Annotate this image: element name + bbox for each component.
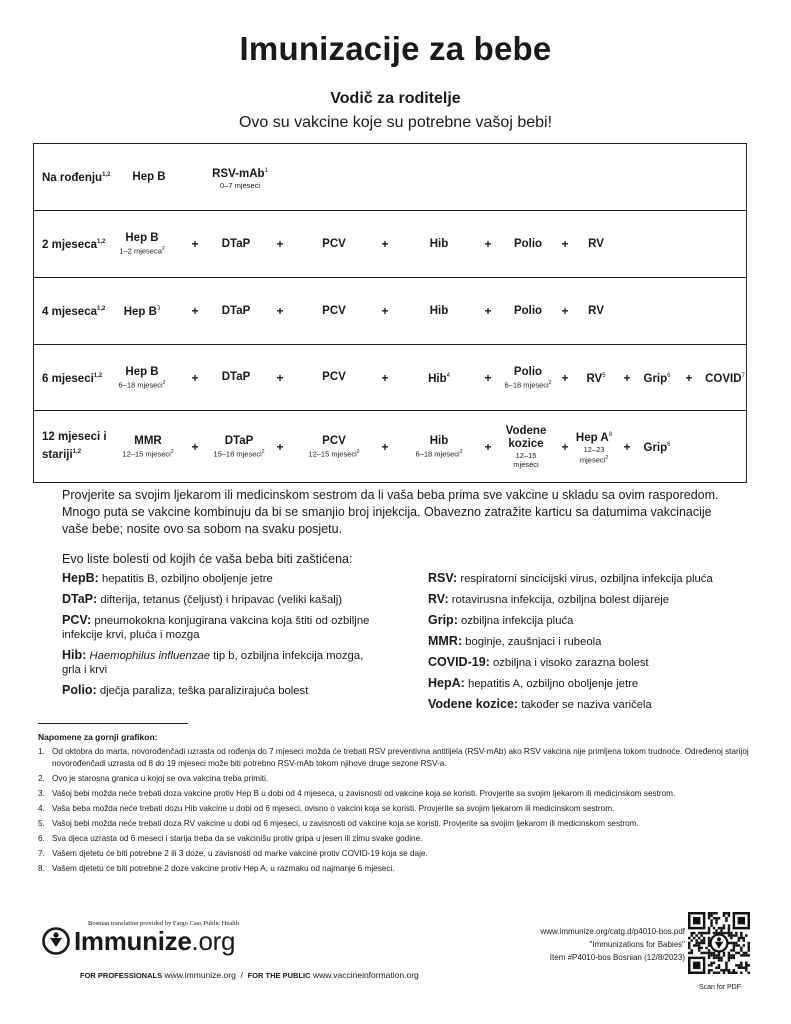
footnote-text: Vašoj bebi možda neće trebati doza RV vakcine u dobi od 6 mjeseci, u zavisnosti od vakcine koja se koristi. Provjerite sa svojim ljekarom ili medicinskom sestrom. (52, 819, 639, 828)
disease-description: ozbiljna infekcija pluća (461, 615, 574, 627)
plus-sign: + (561, 440, 569, 454)
disease-item (428, 571, 748, 586)
vaccine-name (430, 238, 449, 251)
age-text: Na rođenju (42, 171, 103, 184)
vaccine-cell (588, 305, 604, 318)
age-footnote-ref: 1,2 (102, 172, 111, 178)
plus-sign: + (484, 237, 492, 251)
vaccine-age-range-text: 12–15 mjeseci (513, 451, 539, 469)
vaccine-cell (322, 238, 346, 251)
vaccine-name-text: Hep B (123, 305, 157, 318)
vaccine-cell (416, 435, 463, 459)
immunize-brand (42, 924, 235, 958)
age-footnote-ref: 1,2 (72, 449, 82, 455)
vaccine-footnote-ref: 5 (602, 373, 606, 379)
diseases-list-left (62, 571, 382, 704)
plus-sign: + (623, 371, 631, 385)
qr-code-icon[interactable] (688, 912, 750, 974)
vaccine-name (428, 370, 450, 386)
vaccine-cell (132, 171, 165, 184)
range-footnote-ref: 2 (162, 380, 166, 386)
disease-item (428, 676, 748, 691)
footnote-item (38, 848, 758, 860)
disease-term: PCV: (62, 613, 92, 627)
plus-sign: + (685, 371, 693, 385)
footnotes-list (38, 746, 758, 878)
pro-link[interactable]: www.immunize.org (164, 970, 236, 980)
disease-description: hepatitis B, ozbiljno oboljenje jetre (101, 573, 273, 585)
vaccine-name-text: PCV (322, 371, 346, 383)
footnote-number: 1. (38, 747, 45, 756)
disease-description: pneumokokna konjugirana vakcina koja štiti od ozbiljne infekcije krvi, pluća i mozga (62, 615, 370, 641)
vaccine-footnote-ref: 3 (156, 306, 161, 312)
vaccine-age-range-text: 6–18 mjeseci (118, 380, 163, 390)
disease-description: dječja paraliza, teška paralizirajuća bolest (99, 685, 309, 697)
age-text: 6 mjeseci (42, 372, 94, 385)
vaccine-footnote-ref: 8 (608, 432, 613, 438)
footnote-number: 6. (38, 834, 45, 843)
vaccine-name (514, 238, 542, 251)
vaccine-age-range (119, 379, 166, 390)
vaccine-name (222, 305, 251, 318)
vaccine-cell (308, 435, 359, 459)
schedule-row (34, 344, 746, 410)
vaccine-name-text: PCV (322, 238, 346, 250)
vaccine-cell (574, 429, 614, 464)
disease-term: Vodene kozice: (428, 697, 519, 711)
vaccine-cell (122, 435, 173, 459)
plus-sign: + (381, 440, 389, 454)
footnote-text: Od oktobra do marta, novorođenčadi uzrasta od rođenja do 7 mjeseci možda će trebati RSV preventivna antitijela (RSV-mAb) ako RSV vakcina nije primljena tokom trudnoće. Određenoj starijoj novorođenčadi uzrasta od 8 do 19 mjeseci može biti potrebno RSV-mAb tokom njihove druge sezone RSV-a. (52, 747, 749, 768)
diseases-list-right (428, 571, 748, 718)
footnote-text: Vašem djetetu će biti potrebne 2 doze vakcine protiv Hep A, u razmaku od najmanje 6 mjeseci. (52, 864, 395, 873)
disease-description: ozbiljna i visoko zarazna bolest (492, 657, 649, 669)
vaccine-cell (644, 370, 671, 386)
pdf-url-link[interactable]: www.immunize.org/catg.d/p4010-bos.pdf (540, 927, 685, 936)
document-title: "Immunizations for Babies" (589, 940, 685, 949)
vaccine-name (586, 370, 605, 386)
footnote-item (38, 803, 758, 815)
vaccine-name-text: Hep B (125, 232, 159, 244)
vaccine-cell (588, 238, 604, 251)
vaccine-name-text: Hep A (575, 431, 609, 444)
disease-item (62, 613, 382, 642)
disease-description: difterija, tetanus (čeljust) i hripavac (veliki kašalj) (100, 594, 343, 606)
vaccine-name (119, 232, 164, 245)
vaccine-name-text: DTaP (221, 305, 251, 317)
vaccine-age-range (213, 448, 264, 459)
schedule-row (34, 410, 746, 482)
vaccine-footnote-ref: 6 (667, 373, 671, 379)
disease-pathogen: Haemophilus influenzae (89, 650, 211, 662)
vaccine-name (430, 305, 449, 318)
vaccine-name (501, 425, 551, 451)
vaccine-name (222, 371, 251, 384)
plus-sign: + (561, 371, 569, 385)
vaccine-cell (428, 370, 450, 386)
footnote-item (38, 833, 758, 845)
vaccine-cell (501, 425, 551, 469)
translation-credit: Bosnian translation provided by Fargo Cass Public Health (88, 920, 239, 927)
age-footnote-ref: 1,2 (93, 373, 103, 379)
vaccine-name (644, 370, 671, 386)
vaccine-name (588, 238, 604, 251)
vaccine-name-text: MMR (134, 435, 162, 447)
vaccine-name (222, 238, 251, 251)
disease-term: MMR: (428, 634, 463, 648)
vaccine-name-text: RV (588, 238, 604, 250)
vaccine-name (322, 371, 346, 384)
age-text: 4 mjeseca (42, 305, 97, 318)
brand-wordmark (74, 926, 235, 957)
pro-label: FOR PROFESSIONALS (80, 971, 163, 980)
vaccine-age-range (574, 445, 614, 465)
vaccine-cell (222, 305, 251, 318)
range-footnote-ref: 2 (356, 449, 360, 455)
footnote-divider (38, 723, 188, 724)
footnote-number: 2. (38, 774, 45, 783)
vaccine-age-range (308, 448, 359, 459)
disease-item (62, 592, 382, 607)
vaccine-age-range-text: 1–2 mjeseca (119, 246, 162, 256)
plus-sign: + (191, 371, 199, 385)
disease-term: HepB: (62, 571, 99, 585)
footnote-number: 5. (38, 819, 45, 828)
schedule-row (34, 210, 746, 277)
disease-term: HepA: (428, 676, 465, 690)
item-number: Item #P4010-bos Bosnian (12/8/2023) (549, 953, 685, 962)
vaccine-name (122, 435, 173, 448)
disease-item (62, 571, 382, 586)
item-info (540, 925, 685, 964)
page-title: Imunizacije za bebe (239, 30, 552, 67)
footnote-text: Vašem djetetu će biti potrebne 2 ili 3 doze, u zavisnosti od marke vakcine protiv COVID-19 koja se daje. (52, 849, 428, 858)
vaccine-cell (222, 371, 251, 384)
footnote-text: Ovo je starosna granica u kojoj se ova vakcina treba primiti. (52, 774, 269, 783)
vaccine-name-text: DTaP (221, 238, 251, 250)
vaccine-name-text: Hib (429, 305, 449, 317)
vaccine-name (514, 305, 542, 318)
age-text: 12 mjeseci i stariji (42, 431, 107, 461)
range-footnote-ref: 2 (605, 454, 609, 461)
footnotes-heading: Napomene za gornji grafikon: (38, 732, 158, 742)
disease-item (428, 634, 748, 649)
age-text: 2 mjeseca (42, 238, 97, 251)
plus-sign: + (484, 304, 492, 318)
disease-term: RV: (428, 592, 449, 606)
brand-main: Immunize (74, 925, 192, 956)
vaccine-cell (430, 238, 449, 251)
plus-sign: + (561, 304, 569, 318)
public-link[interactable]: www.vaccineinformation.org (312, 970, 419, 980)
public-label: FOR THE PUBLIC (247, 971, 311, 980)
vaccine-age-range-text: 12–15 mjeseci (122, 449, 171, 459)
schedule-row (34, 277, 746, 344)
footnote-text: Vašoj bebi možda neće trebati doza vakcine protiv Hep B u dobi od 4 mjeseca, u zavisnosti od vakcine koja se koristi. Provjerite sa svojim ljekarom ili medicinskom sestrom. (52, 789, 676, 798)
vaccine-age-range-text: 12–23 mjeseci (579, 444, 606, 465)
vaccine-age-range-text: 12–15 mjeseci (308, 449, 357, 459)
vaccine-name-text: RV (586, 372, 603, 385)
vaccine-name-text: PCV (322, 305, 346, 317)
footnote-number: 4. (38, 804, 45, 813)
disease-description: rotavirusna infekcija, ozbiljna bolest dijareje (451, 594, 670, 606)
plus-sign: + (276, 371, 284, 385)
range-footnote-ref: 2 (170, 449, 174, 455)
vaccine-age-range-text: 15–18 mjeseci (213, 449, 262, 459)
footnote-item (38, 773, 758, 785)
vaccine-cell (212, 165, 268, 190)
plus-sign: + (191, 440, 199, 454)
footnote-number: 3. (38, 789, 45, 798)
disease-description: tip b, ozbiljna infekcija mozga, grla i krvi (62, 650, 364, 676)
disease-term: RSV: (428, 571, 458, 585)
disease-item (62, 648, 382, 677)
plus-sign: + (484, 371, 492, 385)
disease-term: Polio: (62, 683, 97, 697)
age-footnote-ref: 1,2 (97, 306, 106, 312)
vaccine-age-range (122, 448, 173, 459)
plus-sign: + (381, 237, 389, 251)
vaccine-cell (430, 305, 449, 318)
vaccine-name (644, 439, 671, 455)
plus-sign: + (276, 237, 284, 251)
plus-sign: + (381, 304, 389, 318)
vaccine-name (124, 303, 161, 319)
vaccine-name-text: DTaP (224, 435, 254, 447)
vaccine-name-text: DTaP (221, 371, 251, 383)
vaccine-name-text: Grip (643, 372, 668, 385)
range-footnote-ref: 2 (459, 449, 463, 455)
disease-item (428, 592, 748, 607)
vaccine-cell (213, 435, 264, 459)
range-footnote-ref: 2 (261, 449, 265, 455)
plus-sign: + (484, 440, 492, 454)
vaccine-name (574, 429, 614, 445)
vaccine-cell (644, 439, 671, 455)
vaccine-name (322, 238, 346, 251)
footnote-text: Vaša beba možda neće trebati dozu Hib vakcine u dobi od 6 mjeseci, ovisno o vakcini koja se koristi. Provjerite sa svojim ljekarom ili medicinskom sestrom. (52, 804, 615, 813)
footer-links (80, 970, 419, 980)
vaccine-age-range (506, 451, 546, 469)
vaccine-cell (222, 238, 251, 251)
vaccine-cell (322, 305, 346, 318)
footnote-item (38, 788, 758, 800)
advice-paragraph: Provjerite sa svojim ljekarom ili medicinskom sestrom da li vaša beba prima sve vakcine u skladu sa ovim rasporedom. Mnogo puta se vakcine kombinuju da bi se smanjio broj injekcija. Obavezno zatražite karticu sa datumima vakcinacije vaše bebe; nosite ovo sa sobom na svaku posjetu. (62, 488, 719, 536)
vaccine-name-text: RV (588, 305, 604, 317)
footnote-text: Sva djeca uzrasta od 6 meseci i starija treba da se vakcinišu protiv gripa u jesen ili zimu svake godine. (52, 834, 423, 843)
plus-sign: + (623, 440, 631, 454)
disease-term: DTaP: (62, 592, 98, 606)
schedule-row (34, 144, 746, 210)
plus-sign: + (276, 304, 284, 318)
disease-description: respiratorni sincicijski virus, ozbiljna infekcija pluća (460, 573, 713, 585)
vaccine-name-text: Vodene kozice (505, 425, 547, 450)
plus-sign: + (561, 237, 569, 251)
vaccine-age-range-text: 6–18 mjeseci (504, 380, 549, 390)
vaccine-cell (505, 366, 552, 390)
vaccine-name (588, 305, 604, 318)
footnote-item (38, 818, 758, 830)
disease-item (428, 655, 748, 670)
brand-suffix: .org (191, 925, 236, 956)
vaccine-name (119, 366, 166, 379)
age-footnote-ref: 1,2 (97, 239, 106, 245)
disease-term: Grip: (428, 613, 458, 627)
vaccine-name-text: Polio (513, 366, 543, 378)
range-footnote-ref: 2 (161, 246, 165, 252)
disease-term: COVID-19: (428, 655, 490, 669)
vaccine-name (322, 305, 346, 318)
disease-item (428, 613, 748, 628)
vaccine-cell (586, 370, 605, 386)
range-footnote-ref: 2 (548, 380, 552, 386)
vaccine-footnote-ref: 4 (446, 373, 450, 379)
plus-sign: + (191, 237, 199, 251)
vaccine-name-text: Hib (429, 435, 449, 447)
disease-item (62, 683, 382, 698)
vaccine-age-range (505, 379, 552, 390)
vaccine-name (308, 435, 359, 448)
vaccine-name-text: Polio (513, 238, 543, 250)
vaccine-name (705, 370, 745, 386)
disease-description: hepatitis A, ozbiljno oboljenje jetre (467, 678, 639, 690)
vaccine-name-text: Hib (429, 238, 449, 250)
vaccine-cell (124, 303, 161, 319)
vaccine-cell (119, 232, 164, 256)
plus-sign: + (276, 440, 284, 454)
vaccine-cell (514, 238, 542, 251)
disease-description: boginje, zaušnjaci i rubeola (465, 636, 602, 648)
disease-item (428, 697, 748, 712)
plus-sign: + (191, 304, 199, 318)
scan-label: Scan for PDF (698, 984, 741, 991)
vaccine-name-text: Hep B (125, 366, 159, 378)
page-tagline: Ovo su vakcine koje su potrebne vašoj bebi! (238, 114, 553, 131)
vaccine-age-range-text: 6–18 mjeseci (415, 449, 460, 459)
footnote-number: 8. (38, 864, 45, 873)
plus-sign: + (381, 371, 389, 385)
vaccine-schedule-table (33, 143, 747, 483)
vaccine-name (212, 165, 268, 181)
vaccine-footnote-ref: 6 (667, 442, 671, 448)
vaccine-cell (322, 371, 346, 384)
diseases-intro: Evo liste bolesti od kojih će vaša beba biti zaštićena: (62, 552, 353, 566)
vaccine-age-range-text: 0–7 mjeseci (219, 180, 261, 190)
vaccine-age-range (212, 181, 268, 190)
age-label (42, 168, 112, 186)
disease-description: također se naziva varičela (521, 699, 652, 711)
vaccine-name-text: Polio (513, 305, 543, 317)
vaccine-cell (514, 305, 542, 318)
age-label (42, 430, 112, 463)
vaccine-cell (119, 366, 166, 390)
vaccine-name-text: Grip (643, 441, 668, 454)
vaccine-footnote-ref: 7 (741, 373, 745, 379)
disease-term: Hib: (62, 648, 87, 662)
vaccine-name-text: Hib (428, 372, 447, 385)
vaccine-name-text: COVID (705, 372, 742, 385)
age-label (42, 302, 132, 320)
footnote-item (38, 746, 758, 770)
footnote-number: 7. (38, 849, 45, 858)
vaccine-name-text: RSV-mAb (212, 167, 265, 180)
immunize-logo-icon (42, 927, 70, 955)
vaccine-age-range (416, 448, 463, 459)
vaccine-footnote-ref: 1 (264, 168, 268, 174)
vaccine-name-text: Hep B (132, 171, 166, 183)
footer-separator: / (240, 970, 243, 980)
footnote-item (38, 863, 758, 875)
vaccine-name (213, 435, 264, 448)
vaccine-name-text: PCV (322, 435, 346, 447)
vaccine-name (132, 171, 165, 184)
vaccine-name (505, 366, 552, 379)
page-subtitle: Vodič za roditelje (330, 90, 461, 107)
vaccine-age-range (119, 245, 164, 256)
vaccine-name (416, 435, 463, 448)
vaccine-cell (705, 370, 745, 386)
